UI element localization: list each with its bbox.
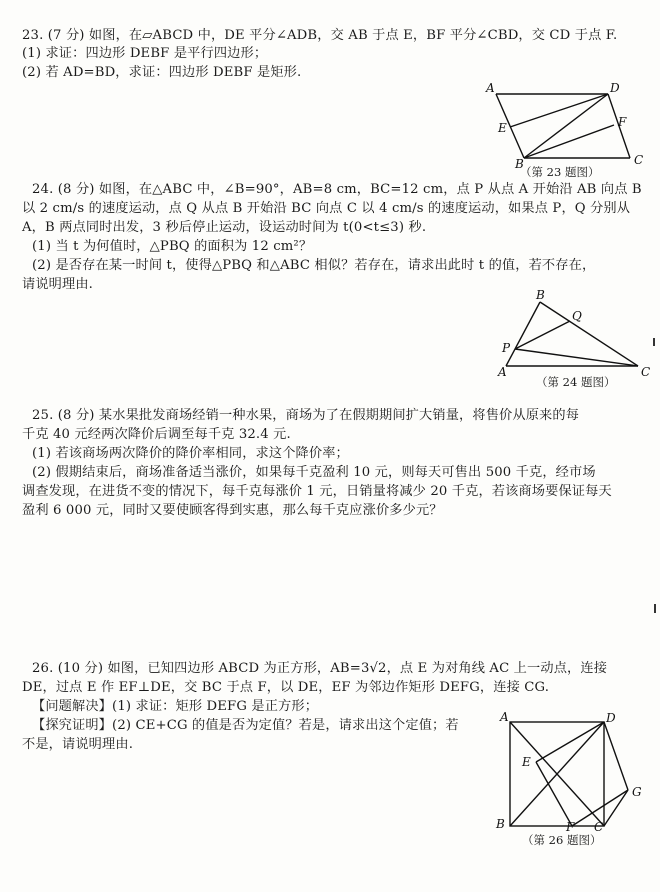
q25-line5: 调查发现，在进货不变的情况下，每千克每涨价 1 元，日销量将减少 20 千克，若该商场要保证每天 [22,484,612,499]
fig24-label-B: B [536,290,545,302]
fig23-label-E: E [498,121,507,135]
q25-line6: 盈利 6 000 元，同时又要使顾客得到实惠，那么每千克应涨价多少元？ [22,503,443,518]
q24-line3: A，B 两点同时出发，3 秒后停止运动，设运动时间为 t(0<t≤3) 秒. [22,220,427,235]
scan-mark [654,604,656,613]
fig23-label-D: D [610,81,620,95]
fig26-label-B: B [496,817,505,831]
q26-line4: 【探究证明】(2) CE+CG 的值是否为定值？若是，请求出这个定值；若 [32,718,459,733]
fig23-label-A: A [486,81,495,95]
fig23-label-B: B [515,157,524,168]
q24-line2: 以 2 cm/s 的速度运动，点 Q 从点 B 开始沿 BC 向点 C 以 4 cm/s 的速度运动，如果点 P，Q 分别从 [22,201,631,216]
q24-line6: 请说明理由. [22,277,94,292]
figure-23 [482,80,647,168]
fig24-label-C: C [641,365,651,378]
q24-line5: (2) 是否存在某一时间 t，使得△PBQ 和△ABC 相似？若存在，请求出此时 t 的值，若不存在， [32,258,596,273]
q24-line4: (1) 当 t 为何值时，△PBQ 的面积为 12 cm²？ [32,239,313,254]
scan-mark [653,338,655,346]
fig24-label-P: P [502,341,511,355]
q25-line4: (2) 假期结束后，商场准备适当涨价，如果每千克盈利 10 元，则每天可售出 500 千克，经市场 [32,465,596,480]
q25-line2: 千克 40 元经两次降价后调至每千克 32.4 元. [22,427,291,442]
q23-line3: (2) 若 AD=BD，求证：四边形 DEBF 是矩形. [22,65,302,80]
fig26-label-A: A [500,712,509,724]
fig24-caption: （第 24 题图） [536,375,616,389]
fig26-label-C: C [594,820,604,832]
fig24-label-Q: Q [572,309,582,323]
fig24-label-A: A [498,365,507,378]
fig26-label-D: D [606,712,616,725]
figure-26 [494,712,650,832]
q26-line2: DE，过点 E 作 EF⊥DE，交 BC 于点 F，以 DE，EF 为邻边作矩形 DEFG，连接 CG. [22,680,550,695]
q23-line1: 23. (7 分) 如图，在▱ABCD 中，DE 平分∠ADB，交 AB 于点 E，BF 平分∠CBD，交 CD 于点 F. [22,28,618,43]
fig26-label-F: F [566,820,575,832]
q26-line5: 不是，请说明理由. [22,737,134,752]
fig26-caption: （第 26 题图） [522,833,602,847]
fig26-label-E: E [522,755,531,769]
q26-line3: 【问题解决】(1) 求证：矩形 DEFG 是正方形； [32,699,319,714]
q26-line1: 26. (10 分) 如图，已知四边形 ABCD 为正方形，AB=3√2，点 E 为对角线 AC 上一动点，连接 [32,661,608,676]
fig26-label-G: G [632,785,642,799]
q25-line3: (1) 若该商场两次降价的降价率相同，求这个降价率； [32,446,349,461]
fig23-label-F: F [618,115,627,129]
fig23-label-C: C [634,153,644,167]
fig23-caption: （第 23 题图） [520,165,600,179]
figure-24 [492,290,652,378]
q25-line1: 25. (8 分) 某水果批发商场经销一种水果，商场为了在假期期间扩大销量，将售价从原来的每 [32,408,580,423]
q23-line2: (1) 求证：四边形 DEBF 是平行四边形； [22,46,268,61]
q24-line1: 24. (8 分) 如图，在△ABC 中，∠B=90°，AB=8 cm，BC=12 cm，点 P 从点 A 开始沿 AB 向点 B [32,182,642,197]
